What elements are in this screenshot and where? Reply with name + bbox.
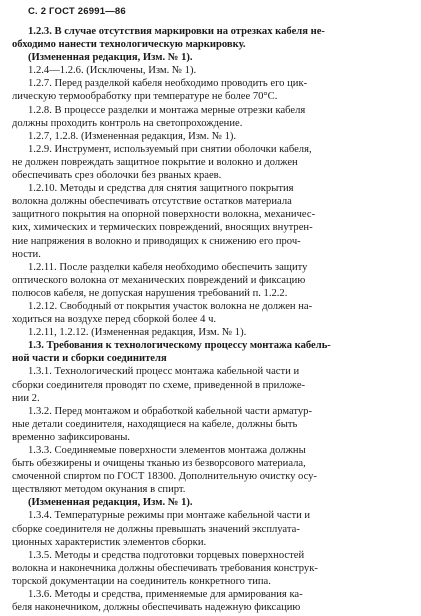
text-line: 1.2.10. Методы и средства для снятия защитного покрытия <box>28 183 294 195</box>
text-line: нии 2. <box>12 392 40 404</box>
text-line: должны проходить контроль на светопрохождение. <box>12 117 243 129</box>
text-line: обеспечивать срез оболочки без рваных краев. <box>12 170 222 182</box>
text-line: 1.3.5. Методы и средства подготовки торцевых поверхностей <box>28 549 305 561</box>
text-line: лическую термообработку при температуре не более 70°С. <box>12 91 278 103</box>
text-line: не должен повреждать защитное покрытие и волокно и должен <box>12 156 298 168</box>
text-line: (Измененная редакция, Изм. № 1). <box>28 497 193 509</box>
text-line: защитного покрытия на опорной поверхности волокна, механичес- <box>12 209 316 221</box>
text-line: оптического волокна от механических повреждений и фиксацию <box>12 274 306 286</box>
text-line: ной части и сборки соединителя <box>12 353 167 365</box>
text-line: 1.3.3. Соединяемые поверхности элементов монтажа должны <box>28 445 306 456</box>
text-line: 1.2.11. После разделки кабеля необходимо обеспечить защиту <box>28 261 308 273</box>
text-line: 1.2.3. В случае отсутствия маркировки на отрезках кабеля не- <box>28 26 325 37</box>
page-header: С. 2 ГОСТ 26991—86 <box>28 6 126 17</box>
text-line: 1.3.4. Температурные режимы при монтаже кабельной части и <box>28 510 311 522</box>
text-line: 1.2.11, 1.2.12. (Измененная редакция, Изм. № 1). <box>28 327 247 339</box>
text-line: обходимо нанести технологическую маркировку. <box>12 39 246 51</box>
text-line: 1.3.1. Технологический процесс монтажа кабельной части и <box>28 366 300 378</box>
body-text <box>12 25 413 614</box>
text-line: ные детали соединителя, находящиеся на кабеле, должны быть <box>12 418 298 430</box>
text-line: ществляют методом окунания в спирт. <box>12 484 186 496</box>
text-line: 1.3.2. Перед монтажом и обработкой кабельной части арматур- <box>28 405 313 417</box>
text-line: волокна должны обеспечивать отсутствие остатков материала <box>12 196 292 208</box>
text-line: сборке соединителя не должны превышать значений эксплуата- <box>12 523 300 535</box>
text-line: 1.2.4—1.2.6. (Исключены, Изм. № 1). <box>28 65 197 77</box>
text-line: полюсов кабеля, не допуская нарушения требований п. 1.2.2. <box>12 287 288 299</box>
text-line: (Измененная редакция, Изм. № 1). <box>28 52 193 64</box>
text-line: 1.2.12. Свободный от покрытия участок волокна не должен на- <box>28 300 313 312</box>
text-line: 1.2.9. Инструмент, используемый при снятии оболочки кабеля, <box>28 143 312 155</box>
text-line: ходиться на воздухе перед сборкой более 4 ч. <box>12 314 217 326</box>
text-line: 1.3. Требования к технологическому процессу монтажа кабель- <box>28 340 331 352</box>
text-line: ционных характеристик элементов сборки. <box>12 536 207 548</box>
text-line: торской документации на соединитель конкретного типа. <box>12 575 271 587</box>
text-line: 1.2.8. В процессе разделки и монтажа мерные отрезки кабеля <box>28 104 306 116</box>
text-line: 1.2.7. Перед разделкой кабеля необходимо проводить его цик- <box>28 78 308 90</box>
text-line: 1.2.7, 1.2.8. (Измененная редакция, Изм. № 1). <box>28 130 237 142</box>
text-line: 1.3.6. Методы и средства, применяемые для армирования ка- <box>28 589 303 601</box>
text-line: беля наконечником, должны обеспечивать надежную фиксацию <box>12 602 301 614</box>
text-line: волокна и наконечника должны обеспечивать требования конструк- <box>12 562 318 574</box>
text-line: ние напряжения в волокно и приводящих к снижению его проч- <box>12 235 301 247</box>
text-line: сборки соединителя проводят по схеме, приведенной в приложе- <box>12 379 306 391</box>
text-line: ности. <box>12 248 41 260</box>
text-line: быть обезжирены и очищены тканью из безворсового материала, <box>12 458 306 470</box>
text-line: временно зафиксированы. <box>12 431 130 443</box>
text-line: смоченной спиртом по ГОСТ 18300. Дополнительную очистку осу- <box>12 471 317 483</box>
text-line: ких, химических и термических повреждений, вносящих внутрен- <box>12 222 313 234</box>
